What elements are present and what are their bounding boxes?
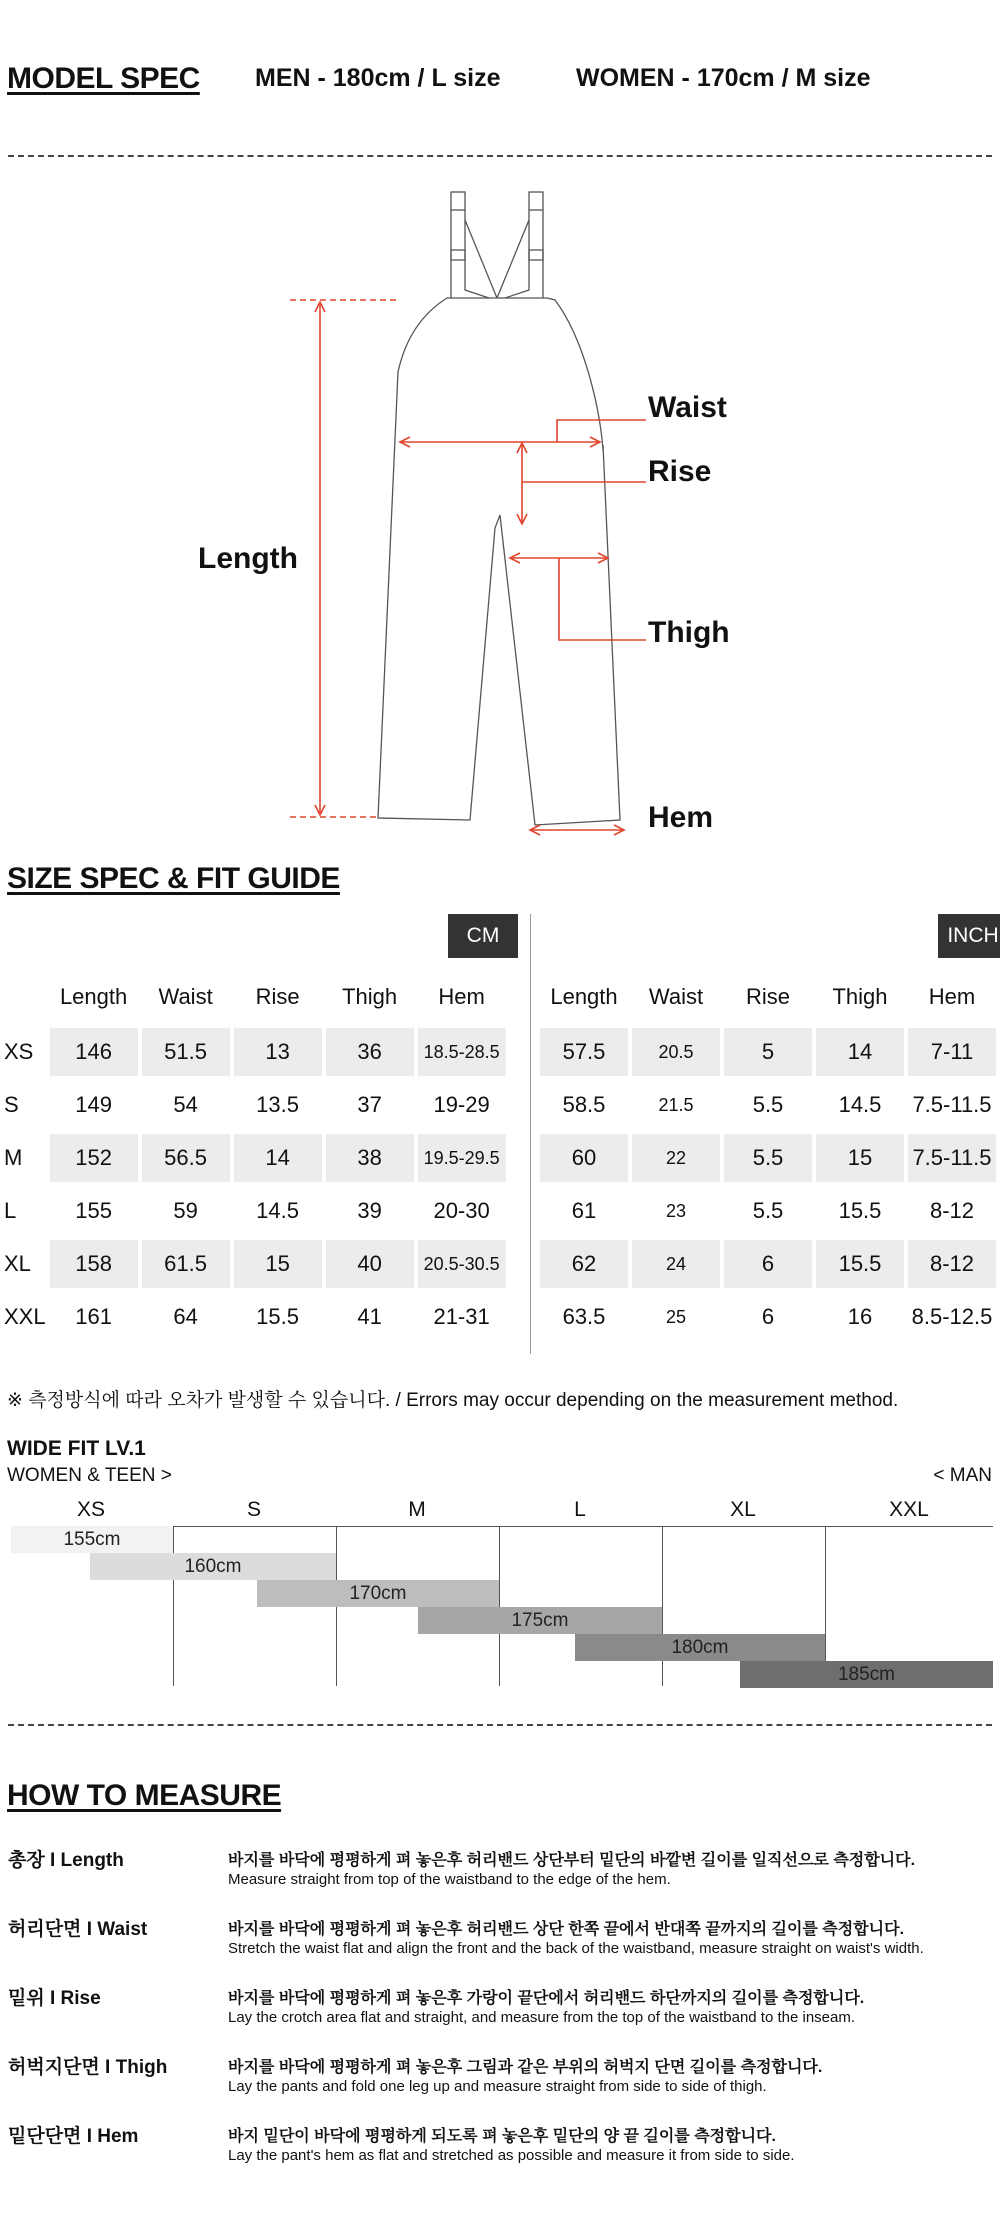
table-row: [4, 1240, 506, 1288]
cell: 7-11: [908, 1028, 996, 1076]
measure-key-length: 총장 I Length: [8, 1850, 124, 1871]
cell: 63.5: [562, 1304, 606, 1329]
cell: 14.5: [256, 1198, 299, 1223]
measure-ko-length: 바지를 바닥에 평평하게 펴 놓은후 허리밴드 상단부터 밑단의 바깥변 길이를 일직선으로 측정합니다.: [228, 1852, 916, 1869]
measure-key-hem: 밑단단면 I Hem: [8, 2126, 139, 2147]
cell: 40: [326, 1240, 414, 1288]
cell: 19.5-29.5: [418, 1134, 506, 1182]
cell: 58.5: [562, 1092, 606, 1117]
row-size: XS: [4, 1028, 46, 1076]
label-length: Length: [198, 542, 298, 575]
cell: 13.5: [256, 1092, 299, 1117]
fit-size-xxl: XXL: [889, 1498, 929, 1521]
cell: 21-31: [433, 1304, 490, 1329]
cell: 161: [75, 1304, 112, 1329]
fit-bar-155: 155cm: [11, 1526, 173, 1553]
measure-en-waist: Stretch the waist flat and align the front and the back of the waistband, measure straight on waist's width.: [228, 1940, 924, 1957]
cell: 20.5-30.5: [418, 1240, 506, 1288]
header-length: Length: [550, 984, 618, 1009]
table-row: [4, 1134, 506, 1182]
size-table-cm: [0, 966, 510, 1346]
cell: 23: [665, 1200, 687, 1221]
cell: 64: [173, 1304, 198, 1329]
measure-key-thigh: 허벅지단면 I Thigh: [8, 2057, 168, 2078]
measure-en-rise: Lay the crotch area flat and straight, and measure from the top of the waistband to the inseam.: [228, 2009, 856, 2026]
cell: 24: [632, 1240, 720, 1288]
measure-en-length: Measure straight from top of the waistband to the edge of the hem.: [228, 1871, 671, 1888]
header-length: Length: [59, 984, 128, 1009]
cell: 22: [632, 1134, 720, 1182]
cell: 7.5-11.5: [912, 1092, 992, 1117]
label-waist: Waist: [648, 391, 727, 424]
cell: 158: [50, 1240, 138, 1288]
cell: 62: [540, 1240, 628, 1288]
label-rise: Rise: [648, 455, 712, 488]
fit-size-xs: XS: [76, 1498, 105, 1521]
model-spec-title: MODEL SPEC: [7, 62, 200, 95]
header-thigh: Thigh: [342, 984, 398, 1009]
cell: 19-29: [433, 1092, 490, 1117]
fit-left-label: WOMEN & TEEN >: [7, 1465, 172, 1486]
measure-key-waist: 허리단면 I Waist: [8, 1919, 148, 1940]
measure-en-hem: Lay the pant's hem as flat and stretched as possible and measure it from side to side.: [228, 2147, 795, 2164]
cell: 16: [847, 1304, 873, 1329]
fit-guide-title: WIDE FIT LV.1: [7, 1437, 146, 1460]
cell: 13: [234, 1028, 322, 1076]
table-row: [540, 1134, 996, 1182]
measure-ko-waist: 바지를 바닥에 평평하게 펴 놓은후 허리밴드 상단 한쪽 끝에서 반대쪽 끝까지의 길이를 측정합니다.: [228, 1921, 905, 1938]
cell: 5.5: [752, 1198, 784, 1223]
overalls-diagram: [0, 180, 1000, 840]
fit-bar-185: 185cm: [740, 1661, 993, 1688]
divider: [8, 155, 992, 157]
row-size: XL: [4, 1240, 46, 1288]
fit-gridline: [173, 1526, 174, 1686]
cell: 8-12: [929, 1198, 975, 1223]
overalls-outline: [378, 192, 620, 825]
measurement-note: ※ 측정방식에 따라 오차가 발생할 수 있습니다. / Errors may occur depending on the measurement method.: [7, 1390, 899, 1411]
cell: 60: [540, 1134, 628, 1182]
cell: 8-12: [908, 1240, 996, 1288]
cell: 18.5-28.5: [418, 1028, 506, 1076]
fit-bar-160: 160cm: [90, 1553, 336, 1580]
table-row: [540, 1240, 996, 1288]
cell: 56.5: [142, 1134, 230, 1182]
how-to-measure-title: HOW TO MEASURE: [7, 1779, 282, 1812]
cell: 5.5: [752, 1092, 784, 1117]
fit-size-s: S: [246, 1498, 261, 1521]
fit-gridline: [499, 1526, 500, 1686]
divider: [8, 1724, 992, 1726]
cell: 6: [761, 1304, 775, 1329]
cell: 15: [234, 1240, 322, 1288]
model-spec-women: WOMEN - 170cm / M size: [576, 64, 871, 92]
measure-en-thigh: Lay the pants and fold one leg up and measure straight from side to side of thigh.: [228, 2078, 767, 2095]
label-hem: Hem: [648, 801, 714, 834]
cell: 14.5: [838, 1092, 882, 1117]
cell: 15.5: [256, 1304, 299, 1329]
header-rise: Rise: [745, 984, 790, 1009]
cell: 152: [50, 1134, 138, 1182]
header-thigh: Thigh: [832, 984, 888, 1009]
cell: 146: [50, 1028, 138, 1076]
measure-ko-rise: 바지를 바닥에 평평하게 펴 놓은후 가랑이 끝단에서 허리밴드 하단까지의 길이를 측정합니다.: [228, 1990, 865, 2007]
cell: 6: [724, 1240, 812, 1288]
fit-right-label: < MAN: [933, 1465, 992, 1486]
cell: 37: [357, 1092, 382, 1117]
cell: 36: [326, 1028, 414, 1076]
cell: 15.5: [838, 1198, 882, 1223]
cell: 15: [816, 1134, 904, 1182]
fit-size-m: M: [408, 1498, 426, 1521]
cell: 57.5: [540, 1028, 628, 1076]
cell: 39: [357, 1198, 382, 1223]
table-row: [4, 1081, 506, 1129]
fit-size-xl: XL: [730, 1498, 756, 1521]
table-row: [540, 1187, 996, 1235]
row-size: S: [4, 1081, 46, 1129]
cell: 20.5: [632, 1028, 720, 1076]
cell: 38: [326, 1134, 414, 1182]
table-row: [540, 1293, 996, 1341]
inch-badge: INCH: [938, 914, 1000, 958]
fit-gridline: [662, 1526, 663, 1686]
cell: 7.5-11.5: [908, 1134, 996, 1182]
table-row: [4, 1028, 506, 1076]
table-row: [540, 1081, 996, 1129]
cell: 15.5: [816, 1240, 904, 1288]
cell: 14: [816, 1028, 904, 1076]
row-size: M: [4, 1134, 46, 1182]
cell: 149: [75, 1092, 112, 1117]
cell: 8.5-12.5: [911, 1304, 993, 1329]
cell: 41: [357, 1304, 382, 1329]
header-hem: Hem: [438, 984, 485, 1009]
size-header-blank: [4, 971, 46, 1023]
row-size: XXL: [4, 1293, 46, 1341]
header-waist: Waist: [158, 984, 213, 1009]
fit-bar-180: 180cm: [575, 1634, 825, 1661]
header-hem: Hem: [928, 984, 976, 1009]
cell: 155: [75, 1198, 112, 1223]
size-table-inch: [536, 966, 1000, 1346]
header-rise: Rise: [255, 984, 300, 1009]
cell: 5: [724, 1028, 812, 1076]
fit-bar-175: 175cm: [418, 1607, 662, 1634]
cm-badge: CM: [448, 914, 518, 958]
table-row: [540, 1028, 996, 1076]
measure-key-rise: 밑위 I Rise: [8, 1988, 101, 2009]
fit-bar-170: 170cm: [257, 1580, 499, 1607]
header-waist: Waist: [648, 984, 704, 1009]
cell: 20-30: [433, 1198, 490, 1223]
row-size: L: [4, 1187, 46, 1235]
cell: 51.5: [142, 1028, 230, 1076]
size-spec-title: SIZE SPEC & FIT GUIDE: [7, 862, 340, 895]
model-spec-men: MEN - 180cm / L size: [255, 64, 501, 92]
cell: 61: [571, 1198, 597, 1223]
cell: 5.5: [724, 1134, 812, 1182]
cell: 21.5: [658, 1094, 694, 1115]
label-thigh: Thigh: [648, 616, 730, 649]
measure-ko-thigh: 바지를 바닥에 평평하게 펴 놓은후 그림과 같은 부위의 허벅지 단면 길이를 측정합니다.: [228, 2059, 823, 2076]
cell: 59: [173, 1198, 198, 1223]
cell: 61.5: [142, 1240, 230, 1288]
table-row: [4, 1187, 506, 1235]
measurement-lines: [290, 300, 646, 835]
cell: 54: [173, 1092, 198, 1117]
measure-ko-hem: 바지 밑단이 바닥에 평평하게 되도록 펴 놓은후 밑단의 양 끝 길이를 측정합니다.: [228, 2128, 776, 2145]
cell: 14: [234, 1134, 322, 1182]
fit-size-l: L: [574, 1498, 586, 1521]
unit-divider: [530, 914, 531, 1354]
cell: 25: [665, 1306, 687, 1327]
table-row: [4, 1293, 506, 1341]
